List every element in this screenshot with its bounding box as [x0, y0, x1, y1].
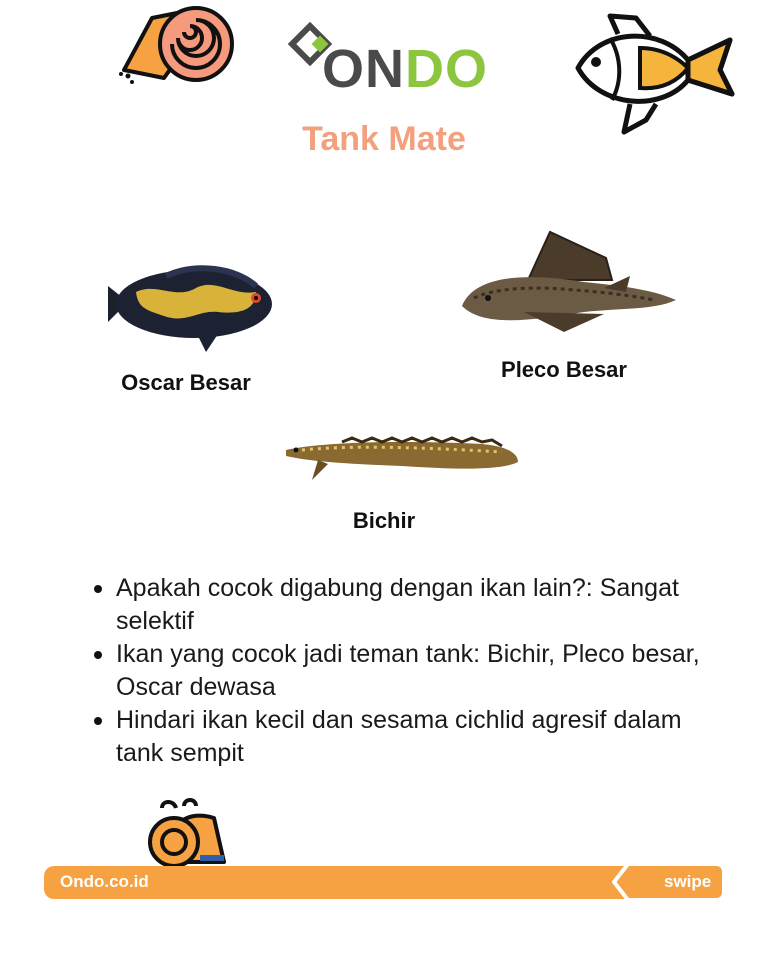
bullet-item: Hindari ikan kecil dan sesama cichlid agresif dalam tank sempit [90, 704, 710, 770]
swipe-label[interactable]: swipe [664, 872, 712, 891]
snail-icon [112, 0, 240, 88]
pleco-fish-image [454, 228, 680, 338]
bullet-item: Apakah cocok digabung dengan ikan lain?: Sangat selektif [90, 572, 710, 638]
page-title: Tank Mate [302, 120, 466, 158]
site-url[interactable]: Ondo.co.id [60, 872, 149, 891]
fish-label-oscar: Oscar Besar [121, 370, 251, 395]
info-bullet-list [90, 572, 710, 770]
ondo-logo [288, 22, 488, 102]
small-snail-icon [144, 798, 228, 870]
logo-wordmark: ONDO [322, 39, 488, 99]
bullet-item: Ikan yang cocok jadi teman tank: Bichir, Pleco besar, Oscar dewasa [90, 638, 710, 704]
bichir-fish-image [282, 436, 522, 482]
fish-label-pleco: Pleco Besar [501, 357, 627, 382]
fish-label-bichir: Bichir [352, 508, 416, 533]
oscar-fish-image [106, 262, 274, 354]
